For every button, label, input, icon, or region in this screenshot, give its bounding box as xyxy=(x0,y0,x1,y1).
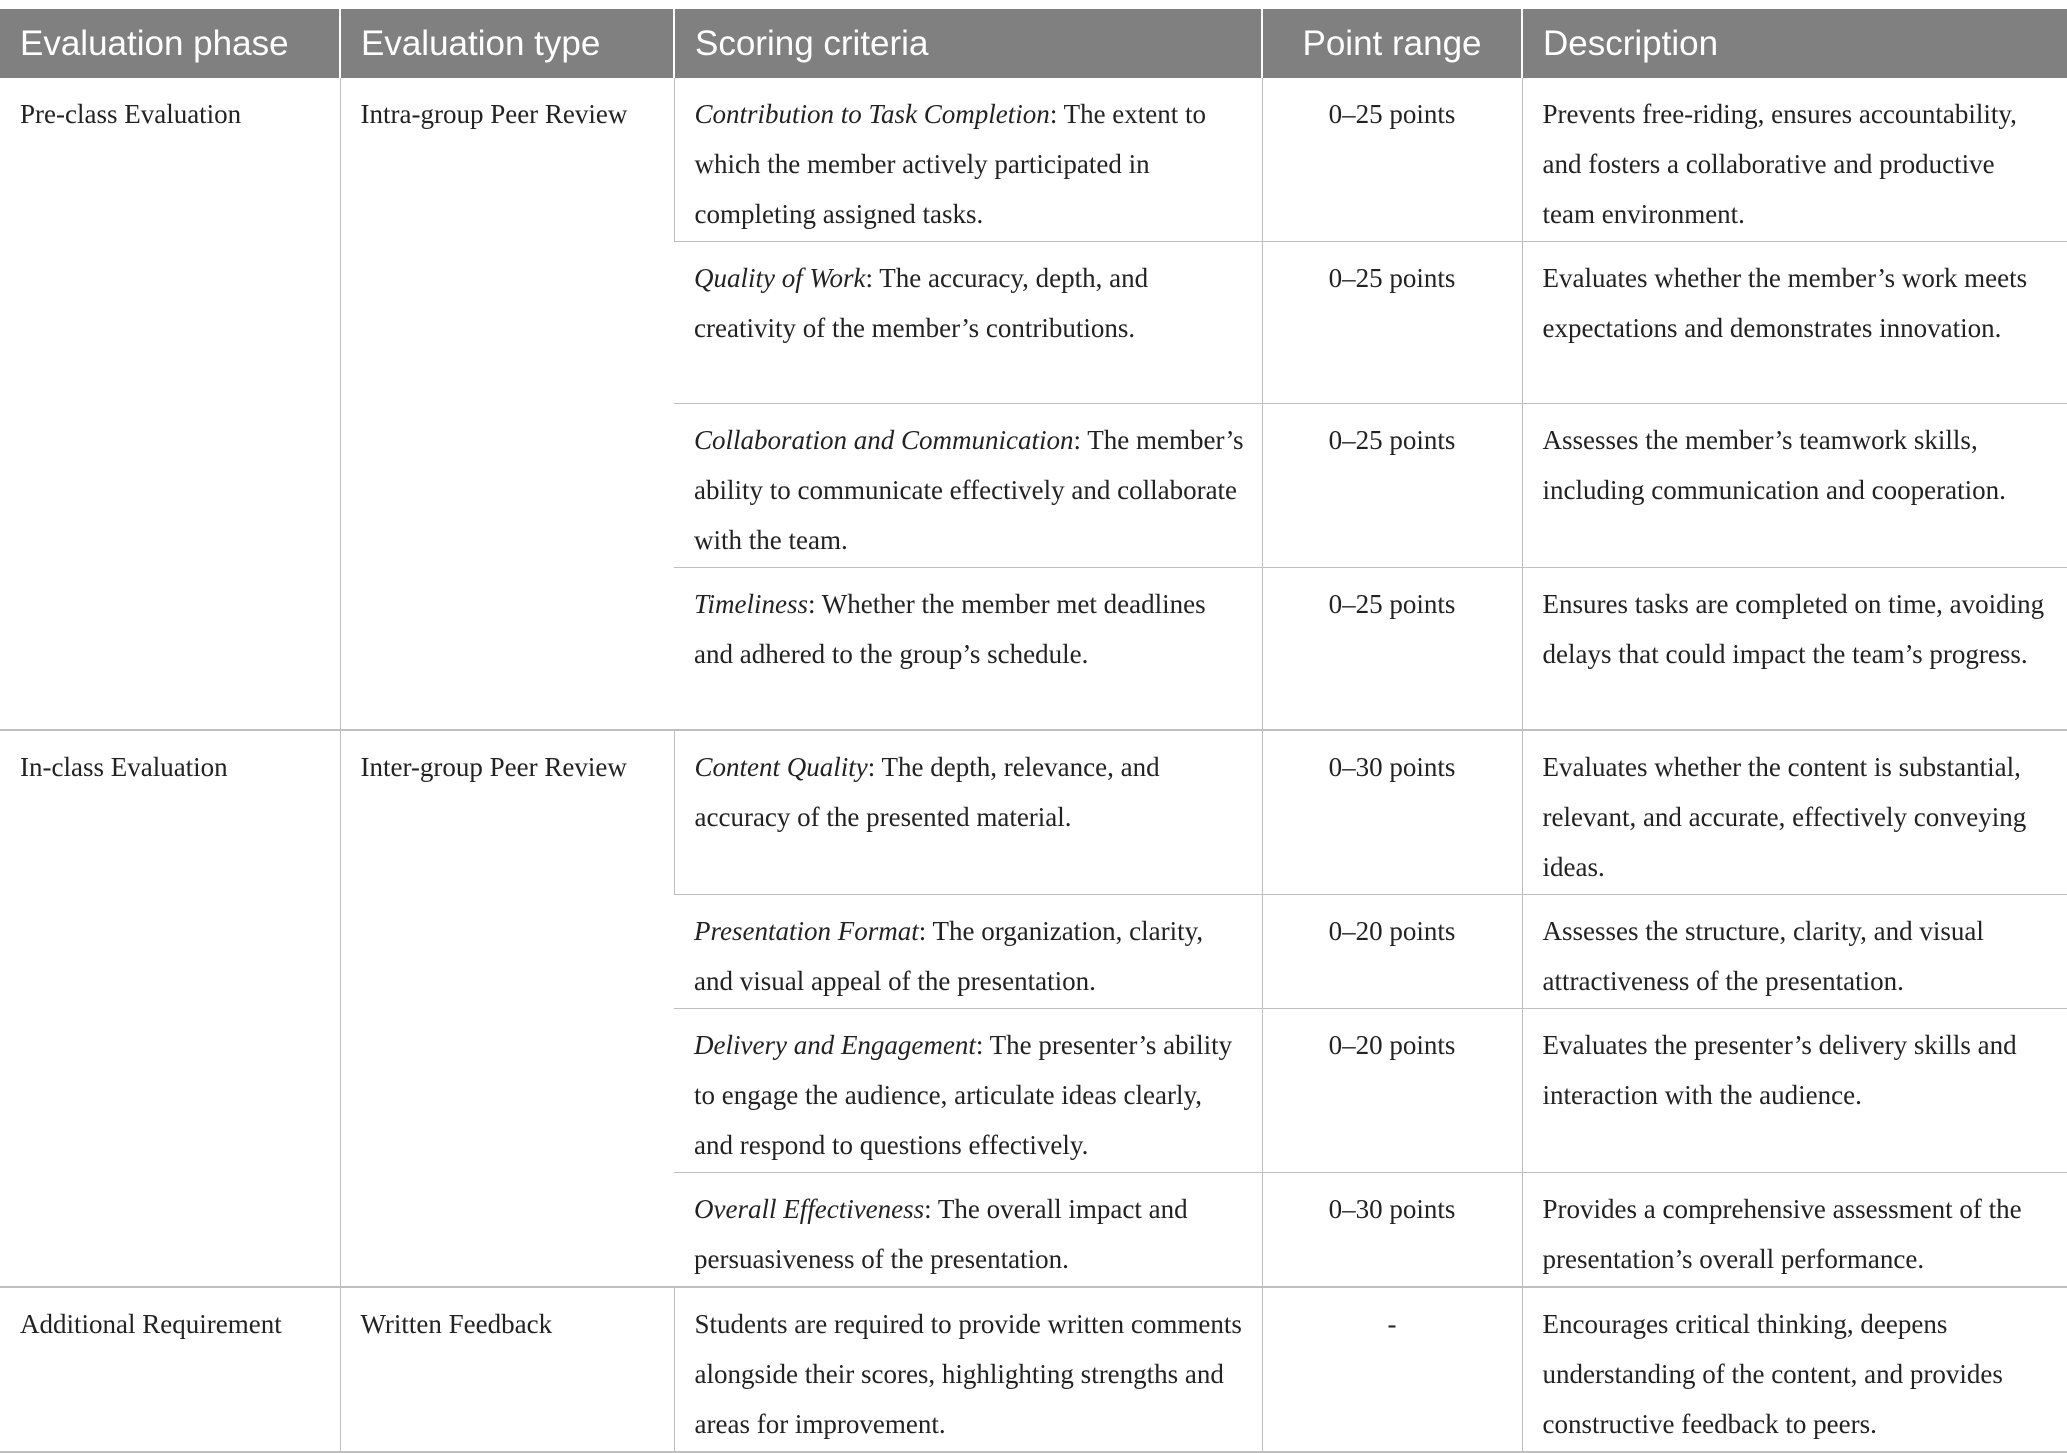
criterion-text: : The presenter’s ability to engage the audience, articulate ideas clearly, and respond to questions effectively. xyxy=(694,1030,1233,1160)
table-row xyxy=(0,730,2067,895)
type-cell: Intra-group Peer Review xyxy=(340,78,674,730)
table-row xyxy=(0,78,2067,242)
criteria-cell xyxy=(674,242,1262,404)
criterion-name: Quality of Work xyxy=(694,263,866,293)
header-point-range: Point range xyxy=(1262,9,1522,78)
phase-cell: Pre-class Evaluation xyxy=(0,78,340,730)
points-cell: 0–25 points xyxy=(1262,568,1522,731)
criteria-cell xyxy=(674,404,1262,568)
criterion-name: Overall Effectiveness xyxy=(694,1194,925,1224)
criteria-cell xyxy=(674,78,1262,242)
points-cell: 0–30 points xyxy=(1262,730,1522,895)
type-cell: Inter-group Peer Review xyxy=(340,730,674,1287)
description-cell: Ensures tasks are completed on time, avoiding delays that could impact the team’s progress. xyxy=(1522,568,2067,731)
table-body xyxy=(0,78,2067,1452)
points-cell: 0–30 points xyxy=(1262,1173,1522,1288)
points-cell: 0–25 points xyxy=(1262,404,1522,568)
table-row xyxy=(0,1287,2067,1452)
criterion-text: : The overall impact and persuasiveness of the presentation. xyxy=(694,1194,1188,1274)
criterion-text: : The extent to which the member actively participated in completing assigned tasks. xyxy=(694,99,1207,229)
criteria-cell xyxy=(674,1173,1262,1288)
criteria-cell xyxy=(674,895,1262,1009)
criterion-name: Presentation Format xyxy=(694,916,919,946)
criterion-text: Students are required to provide written comments alongside their scores, highlighting strengths and areas for improvement. xyxy=(694,1309,1242,1439)
description-cell: Evaluates whether the content is substantial, relevant, and accurate, effectively conveying ideas. xyxy=(1522,730,2067,895)
criterion-name: Collaboration and Communication xyxy=(694,425,1074,455)
criterion-name: Content Quality xyxy=(694,752,868,782)
criterion-name: Timeliness xyxy=(694,589,809,619)
type-cell: Written Feedback xyxy=(340,1287,674,1452)
criterion-text: : The depth, relevance, and accuracy of the presented material. xyxy=(694,752,1160,832)
criterion-text: : Whether the member met deadlines and adhered to the group’s schedule. xyxy=(694,589,1206,669)
description-cell: Encourages critical thinking, deepens understanding of the content, and provides constructive feedback to peers. xyxy=(1522,1287,2067,1452)
criterion-name: Delivery and Engagement xyxy=(694,1030,976,1060)
header-scoring-criteria: Scoring criteria xyxy=(674,9,1262,78)
points-cell: - xyxy=(1262,1287,1522,1452)
points-cell: 0–25 points xyxy=(1262,242,1522,404)
points-cell: 0–20 points xyxy=(1262,1009,1522,1173)
criteria-cell xyxy=(674,1287,1262,1452)
phase-cell: Additional Requirement xyxy=(0,1287,340,1452)
table-header xyxy=(0,9,2067,78)
description-cell: Prevents free-riding, ensures accountability, and fosters a collaborative and productive team environment. xyxy=(1522,78,2067,242)
criterion-text: : The accuracy, depth, and creativity of the member’s contributions. xyxy=(694,263,1149,343)
criteria-cell xyxy=(674,730,1262,895)
criterion-text: : The organization, clarity, and visual appeal of the presentation. xyxy=(694,916,1204,996)
description-cell: Assesses the structure, clarity, and visual attractiveness of the presentation. xyxy=(1522,895,2067,1009)
criteria-cell xyxy=(674,1009,1262,1173)
description-cell: Evaluates whether the member’s work meets expectations and demonstrates innovation. xyxy=(1522,242,2067,404)
header-description: Description xyxy=(1522,9,2067,78)
criterion-text: : The member’s ability to communicate effectively and collaborate with the team. xyxy=(694,425,1244,555)
points-cell: 0–25 points xyxy=(1262,78,1522,242)
header-evaluation-phase: Evaluation phase xyxy=(0,9,340,78)
points-cell: 0–20 points xyxy=(1262,895,1522,1009)
header-evaluation-type: Evaluation type xyxy=(340,9,674,78)
description-cell: Provides a comprehensive assessment of the presentation’s overall performance. xyxy=(1522,1173,2067,1288)
description-cell: Evaluates the presenter’s delivery skills and interaction with the audience. xyxy=(1522,1009,2067,1173)
criterion-name: Contribution to Task Completion xyxy=(694,99,1050,129)
header-row xyxy=(0,9,2067,78)
description-cell: Assesses the member’s teamwork skills, including communication and cooperation. xyxy=(1522,404,2067,568)
evaluation-rubric-table xyxy=(0,9,2067,1453)
phase-cell: In-class Evaluation xyxy=(0,730,340,1287)
criteria-cell xyxy=(674,568,1262,731)
